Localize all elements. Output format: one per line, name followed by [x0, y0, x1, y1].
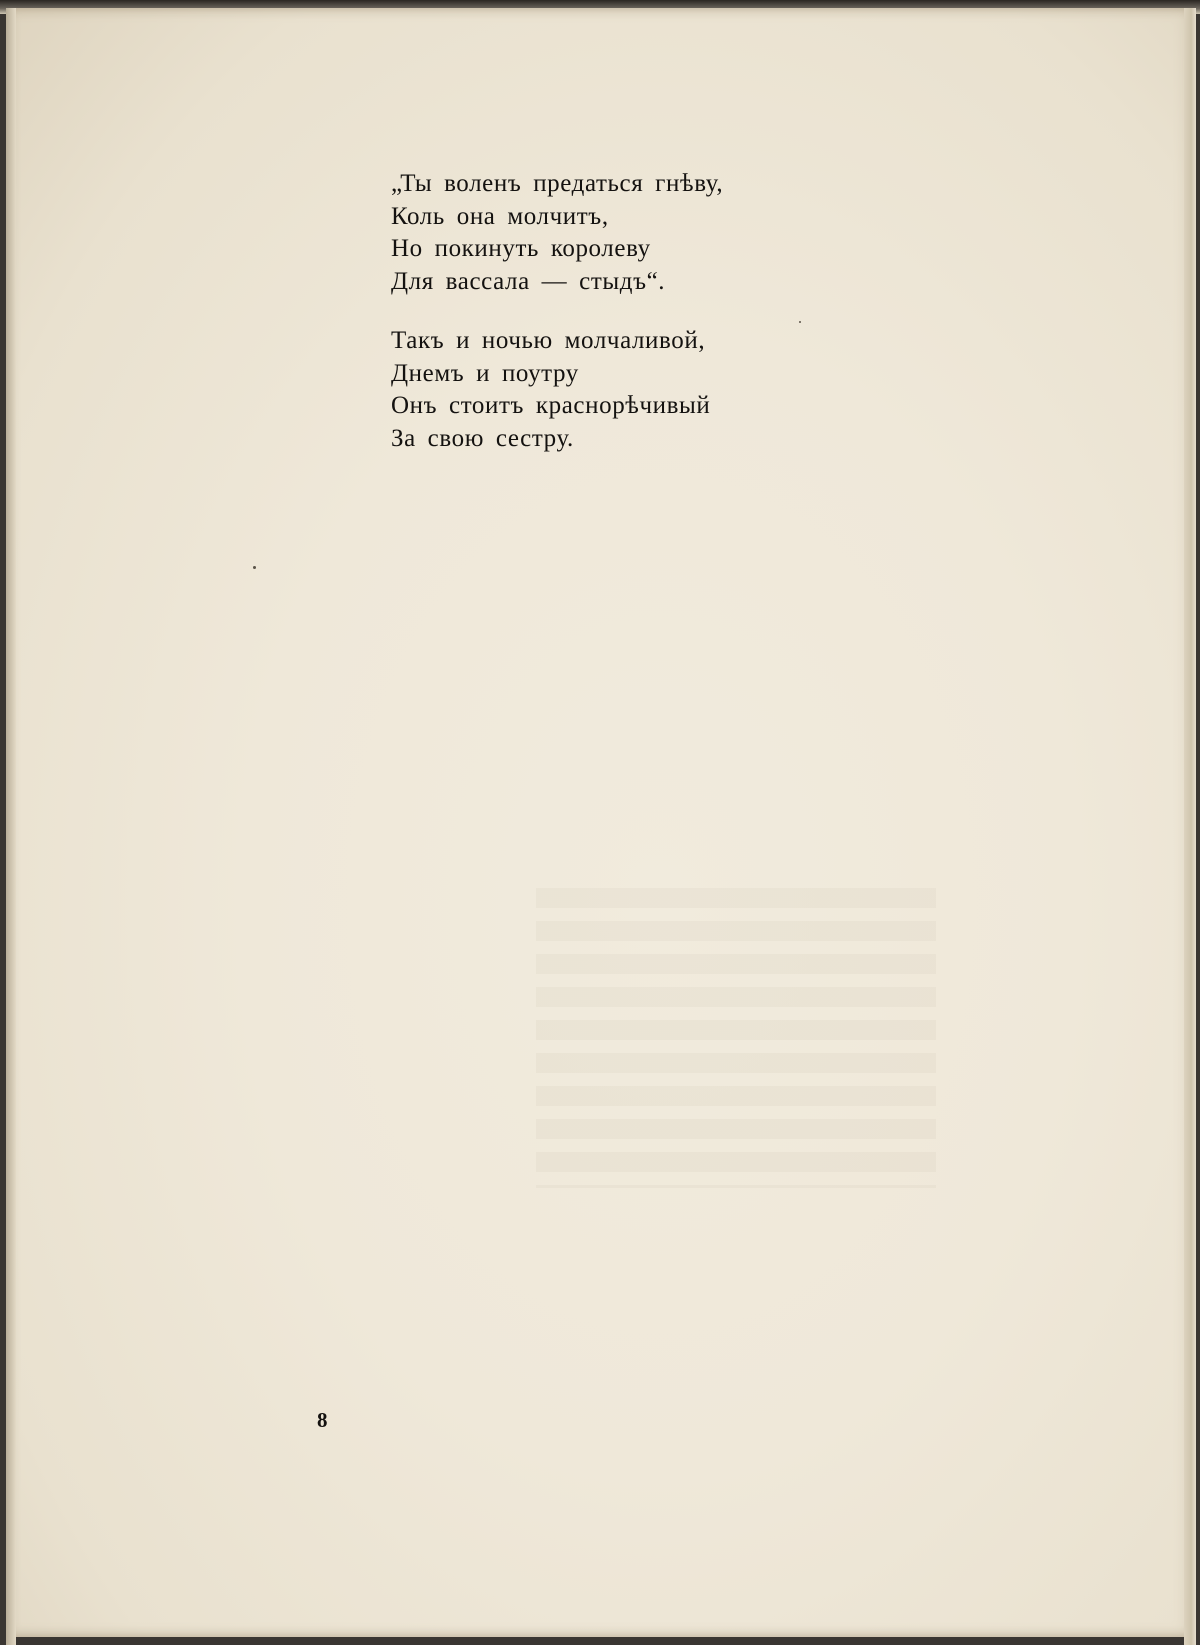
poem-line: За свою сестру. — [391, 424, 574, 452]
poem-line: Такъ и ночью молчаливой, — [391, 327, 706, 354]
poem-line: Днемъ и поутру — [391, 359, 579, 387]
poem-line: Для вассала — стыдъ“. — [391, 267, 666, 295]
stanza-1 — [391, 168, 723, 298]
page-outer-edge — [1184, 8, 1196, 1645]
poem-line: Но покинуть королеву — [391, 235, 651, 262]
poem-line: Коль она молчитъ, — [391, 202, 609, 230]
poem-line: Онъ стоитъ краснорѣчивый — [391, 392, 711, 419]
book-page — [6, 8, 1196, 1637]
stanza-2 — [391, 325, 723, 455]
paper-speck — [799, 321, 801, 323]
poem-line: „Ты воленъ предаться гнѣву, — [391, 170, 724, 197]
page-number: 8 — [317, 1408, 328, 1432]
paper-speck — [253, 566, 256, 569]
poem-text — [391, 168, 723, 482]
bleed-through-shadow — [536, 888, 936, 1188]
page-binding-edge — [6, 8, 16, 1645]
